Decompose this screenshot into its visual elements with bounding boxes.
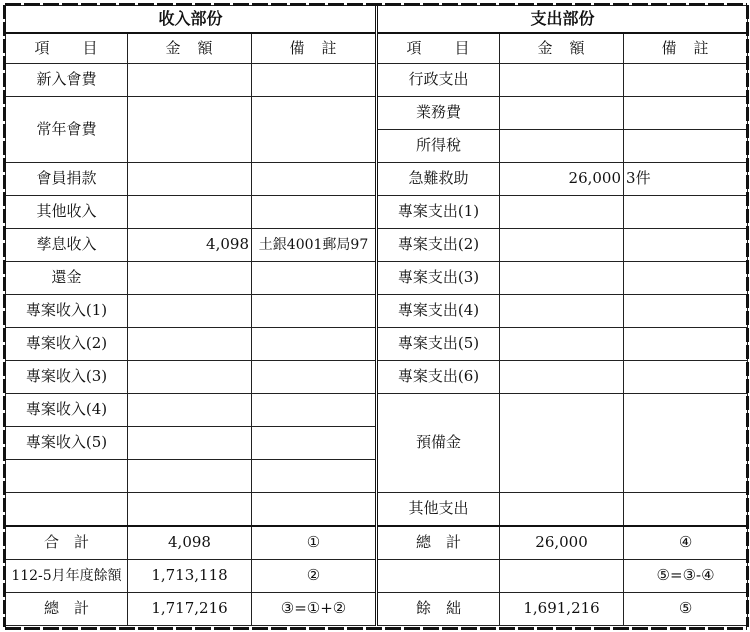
expense-item-project-6: 專案支出(6) [377, 361, 500, 394]
income-note-interest: 土銀4001郵局97 [252, 229, 377, 262]
balance-amount: 1,691,216 [500, 593, 624, 626]
expense-total-amount: 26,000 [500, 526, 624, 560]
expense-note-header: 備 註 [624, 33, 748, 64]
table-row [6, 295, 748, 328]
income-amount-cell [128, 361, 252, 394]
expense-item-project-4: 專案支出(4) [377, 295, 500, 328]
income-amount-cell [128, 427, 252, 460]
expense-blank-cell [377, 560, 500, 593]
income-item-project-3: 專案收入(3) [6, 361, 128, 394]
expense-amount-cell [500, 229, 624, 262]
income-item-interest: 孳息收入 [6, 229, 128, 262]
income-subtotal-amount: 4,098 [128, 526, 252, 560]
expense-amount-cell [500, 295, 624, 328]
income-amount-cell [128, 295, 252, 328]
grand-total-label: 總 計 [6, 593, 128, 626]
income-note-cell [252, 163, 377, 196]
income-note-cell [252, 295, 377, 328]
income-section-title: 收入部份 [6, 6, 377, 34]
expense-amount-cell [500, 328, 624, 361]
income-item-blank [6, 460, 128, 493]
expense-amount-cell [500, 262, 624, 295]
expense-item-project-2: 專案支出(2) [377, 229, 500, 262]
expense-note-cell [624, 196, 748, 229]
income-item-project-1: 專案收入(1) [6, 295, 128, 328]
table-row [6, 196, 748, 229]
expense-note-cell [624, 295, 748, 328]
expense-item-header: 項 目 [377, 33, 500, 64]
expense-amount-header: 金 額 [500, 33, 624, 64]
expense-total-mark: ④ [624, 526, 748, 560]
expense-item-emergency-aid: 急難救助 [377, 163, 500, 196]
income-note-cell [252, 460, 377, 493]
income-note-cell [252, 328, 377, 361]
income-note-cell [252, 427, 377, 460]
carryover-label: 112-5月年度餘額 [6, 560, 128, 593]
expense-item-project-3: 專案支出(3) [377, 262, 500, 295]
expense-note-cell [624, 328, 748, 361]
income-amount-header: 金 額 [128, 33, 252, 64]
income-amount-cell [128, 64, 252, 97]
income-note-cell [252, 493, 377, 527]
income-item-project-4: 專案收入(4) [6, 394, 128, 427]
carryover-mark: ② [252, 560, 377, 593]
expense-note-cell [624, 229, 748, 262]
table-row [6, 229, 748, 262]
income-item-new-member-fee: 新入會費 [6, 64, 128, 97]
income-note-cell [252, 64, 377, 97]
section-title-row [6, 6, 748, 34]
expense-note-emergency-aid: 3件 [624, 163, 748, 196]
ledger-sheet [5, 5, 747, 627]
dashed-bottom-border [5, 627, 747, 630]
column-header-row [6, 33, 748, 64]
grand-total-amount: 1,717,216 [128, 593, 252, 626]
expense-total-label: 總 計 [377, 526, 500, 560]
income-item-project-2: 專案收入(2) [6, 328, 128, 361]
income-amount-cell [128, 460, 252, 493]
table-row [6, 262, 748, 295]
balance-mark: ⑤ [624, 593, 748, 626]
income-amount-cell [128, 97, 252, 163]
income-item-refund: 還金 [6, 262, 128, 295]
income-item-donations: 會員捐款 [6, 163, 128, 196]
expense-amount-cell [500, 493, 624, 527]
income-expense-table [5, 5, 748, 626]
expense-amount-cell [500, 394, 624, 493]
subtotal-row [6, 526, 748, 560]
expense-item-income-tax: 所得稅 [377, 130, 500, 163]
expense-amount-emergency-aid: 26,000 [500, 163, 624, 196]
table-row [6, 163, 748, 196]
carryover-row [6, 560, 748, 593]
balance-label: 餘 絀 [377, 593, 500, 626]
table-row [6, 328, 748, 361]
expense-note-cell [624, 64, 748, 97]
carryover-amount: 1,713,118 [128, 560, 252, 593]
income-amount-cell [128, 196, 252, 229]
dashed-right-border [746, 5, 749, 627]
expense-note-cell [624, 130, 748, 163]
income-amount-cell [128, 328, 252, 361]
table-row [6, 394, 748, 427]
table-row [6, 64, 748, 97]
income-subtotal-label: 合 計 [6, 526, 128, 560]
income-amount-cell [128, 394, 252, 427]
income-note-header: 備 註 [252, 33, 377, 64]
expense-note-cell [624, 361, 748, 394]
expense-blank-cell [500, 560, 624, 593]
expense-item-reserve: 預備金 [377, 394, 500, 493]
income-amount-cell [128, 493, 252, 527]
expense-note-cell [624, 262, 748, 295]
balance-formula: ⑤=③-④ [624, 560, 748, 593]
expense-item-admin: 行政支出 [377, 64, 500, 97]
income-amount-cell [128, 163, 252, 196]
income-note-cell [252, 196, 377, 229]
expense-amount-cell [500, 64, 624, 97]
income-item-blank [6, 493, 128, 527]
expense-amount-cell [500, 97, 624, 130]
expense-amount-cell [500, 196, 624, 229]
expense-amount-cell [500, 130, 624, 163]
income-item-annual-fee: 常年會費 [6, 97, 128, 163]
income-note-cell [252, 361, 377, 394]
expense-note-cell [624, 394, 748, 493]
income-subtotal-mark: ① [252, 526, 377, 560]
dashed-left-border [3, 5, 6, 627]
expense-note-cell [624, 97, 748, 130]
expense-item-other: 其他支出 [377, 493, 500, 527]
dashed-top-border [5, 3, 747, 6]
income-amount-cell [128, 262, 252, 295]
expense-note-cell [624, 493, 748, 527]
expense-section-title: 支出部份 [377, 6, 748, 34]
expense-item-project-1: 專案支出(1) [377, 196, 500, 229]
income-note-cell [252, 394, 377, 427]
expense-item-project-5: 專案支出(5) [377, 328, 500, 361]
income-item-header: 項 目 [6, 33, 128, 64]
table-row [6, 493, 748, 527]
grand-total-formula: ③=①+② [252, 593, 377, 626]
table-row [6, 97, 748, 130]
expense-item-business: 業務費 [377, 97, 500, 130]
income-amount-interest: 4,098 [128, 229, 252, 262]
income-note-cell [252, 97, 377, 163]
grand-total-row [6, 593, 748, 626]
expense-amount-cell [500, 361, 624, 394]
income-item-project-5: 專案收入(5) [6, 427, 128, 460]
table-row [6, 361, 748, 394]
income-note-cell [252, 262, 377, 295]
income-item-other: 其他收入 [6, 196, 128, 229]
